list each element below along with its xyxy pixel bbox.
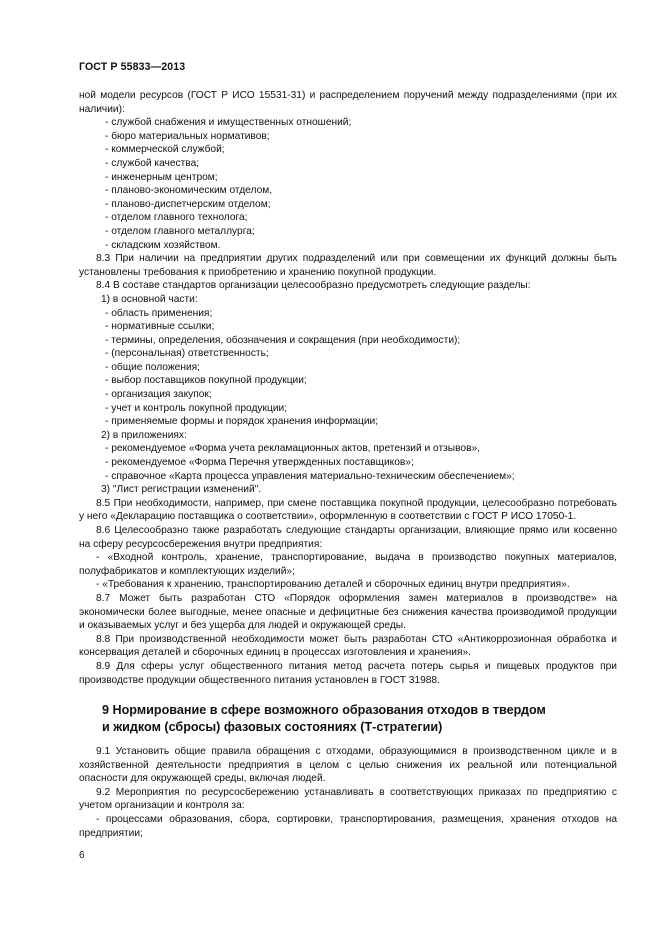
clause-8-8: 8.8 При производственной необходимости может быть разработан СТО «Антикоррозионная обработка и консервация деталей и сборочных единиц в процессах изготовления и хранения».: [79, 633, 617, 659]
list-item: - службой качества;: [105, 157, 200, 169]
list-item: - службой снабжения и имущественных отношений;: [105, 117, 352, 129]
clause-8-6-item-a: - «Входной контроль, хранение, транспортирование, выдача в производство покупных материалов, полуфабрикатов и комплектующих изделий»;: [79, 552, 617, 577]
clause-8-7: 8.7 Может быть разработан СТО «Порядок оформления замен материалов в производстве» на экономически более выгодные, менее опасные и дефицитные без снижения качества производимой продукции и оказываемых услуг и без ущерба для людей и окружающей среды.: [79, 592, 617, 632]
clause-8-9: 8.9 Для сферы услуг общественного питания метод расчета потерь сырья и пищевых продуктов при производстве продукции общественного питания установлен в ГОСТ 31988.: [79, 660, 617, 686]
list-item: - выбор поставщиков покупной продукции;: [105, 375, 307, 387]
section-9-heading: [102, 702, 602, 736]
clause-8-4-item-1: 1) в основной части:: [101, 293, 198, 305]
section-9-heading-line-2: и жидком (сбросы) фазовых состояниях (Т-стратегии): [102, 720, 443, 734]
list-item: - справочное «Карта процесса управления материально-техническим обеспечением»;: [105, 470, 515, 482]
section-9-body: [79, 745, 617, 840]
clause-8-5: 8.5 При необходимости, например, при смене поставщика покупной продукции, целесообразно потребовать у него «Декларацию поставщика о соответствии», оформленную в соответствии с ГОСТ Р ИСО 17050-1.: [79, 497, 617, 523]
list-item: - учет и контроль покупной продукции;: [105, 402, 288, 414]
list-item: - (персональная) ответственность;: [105, 348, 269, 360]
list-item: - нормативные ссылки;: [105, 321, 215, 333]
clause-8-4: 8.4 В составе стандартов организации целесообразно предусмотреть следующие разделы:: [96, 280, 531, 292]
clause-8-6: 8.6 Целесообразно также разработать следующие стандарты организации, влияющие прямо или косвенно на сферу ресурсосбережения внутри предприятия:: [79, 525, 617, 550]
list-item: - рекомендуемое «Форма Перечня утвержденных поставщиков»;: [105, 457, 414, 469]
clause-9-2-item-a: - процессами образования, сбора, сортировки, транспортирования, размещения, хранения отходов на предприятии;: [79, 813, 617, 839]
list-item: - область применения;: [105, 307, 213, 319]
list-item: - применяемые формы и порядок хранения информации;: [105, 416, 379, 428]
list-item: - отделом главного металлурга;: [105, 225, 255, 237]
document-code-header: ГОСТ Р 55833—2013: [79, 61, 186, 73]
clause-8-3: 8.3 При наличии на предприятии других подразделений или при совмещении их функций должны быть установлены требования к приобретению и хранению покупной продукции.: [79, 253, 617, 278]
clause-8-6-item-b: - «Требования к хранению, транспортированию деталей и сборочных единиц внутри предприятия».: [96, 579, 570, 591]
intro-paragraph: ной модели ресурсов (ГОСТ Р ИСО 15531-31) и распределением поручений между подразделениями (при их наличии):: [79, 90, 617, 115]
page-number: 6: [79, 850, 85, 861]
section-9-heading-line-1: 9 Нормирование в сфере возможного образования отходов в твердом: [102, 703, 546, 717]
clause-8-4-item-2: 2) в приложениях:: [101, 429, 187, 441]
list-item: - рекомендуемое «Форма учета рекламационных актов, претензий и отзывов»,: [105, 443, 480, 455]
list-item: - складским хозяйством.: [105, 239, 221, 251]
list-item: - отделом главного технолога;: [105, 212, 248, 224]
list-item: - инженерным центром;: [105, 171, 218, 183]
clause-9-2: 9.2 Мероприятия по ресурсосбережению устанавливать в соответствующих приказах по предприятию с учетом организации и контроля за:: [79, 786, 617, 812]
section-8-continuation: [79, 89, 617, 687]
list-item: - организация закупок;: [105, 389, 212, 401]
list-item: - общие положения;: [105, 361, 201, 373]
list-item: - планово-диспетчерским отделом;: [105, 198, 271, 210]
list-item: - бюро материальных нормативов;: [105, 130, 270, 142]
list-item: - термины, определения, обозначения и сокращения (при необходимости);: [105, 334, 461, 346]
list-item: - планово-экономическим отделом,: [105, 185, 273, 197]
list-item: - коммерческой службой;: [105, 144, 225, 156]
clause-9-1: 9.1 Установить общие правила обращения с отходами, образующимися в производственном цикле и в хозяйственной деятельности предприятия в целом с целью снижения их реальной или потенциальной опасности для окружающей среды, включая людей.: [79, 746, 617, 785]
clause-8-4-item-3: 3) "Лист регистрации изменений".: [101, 484, 262, 496]
